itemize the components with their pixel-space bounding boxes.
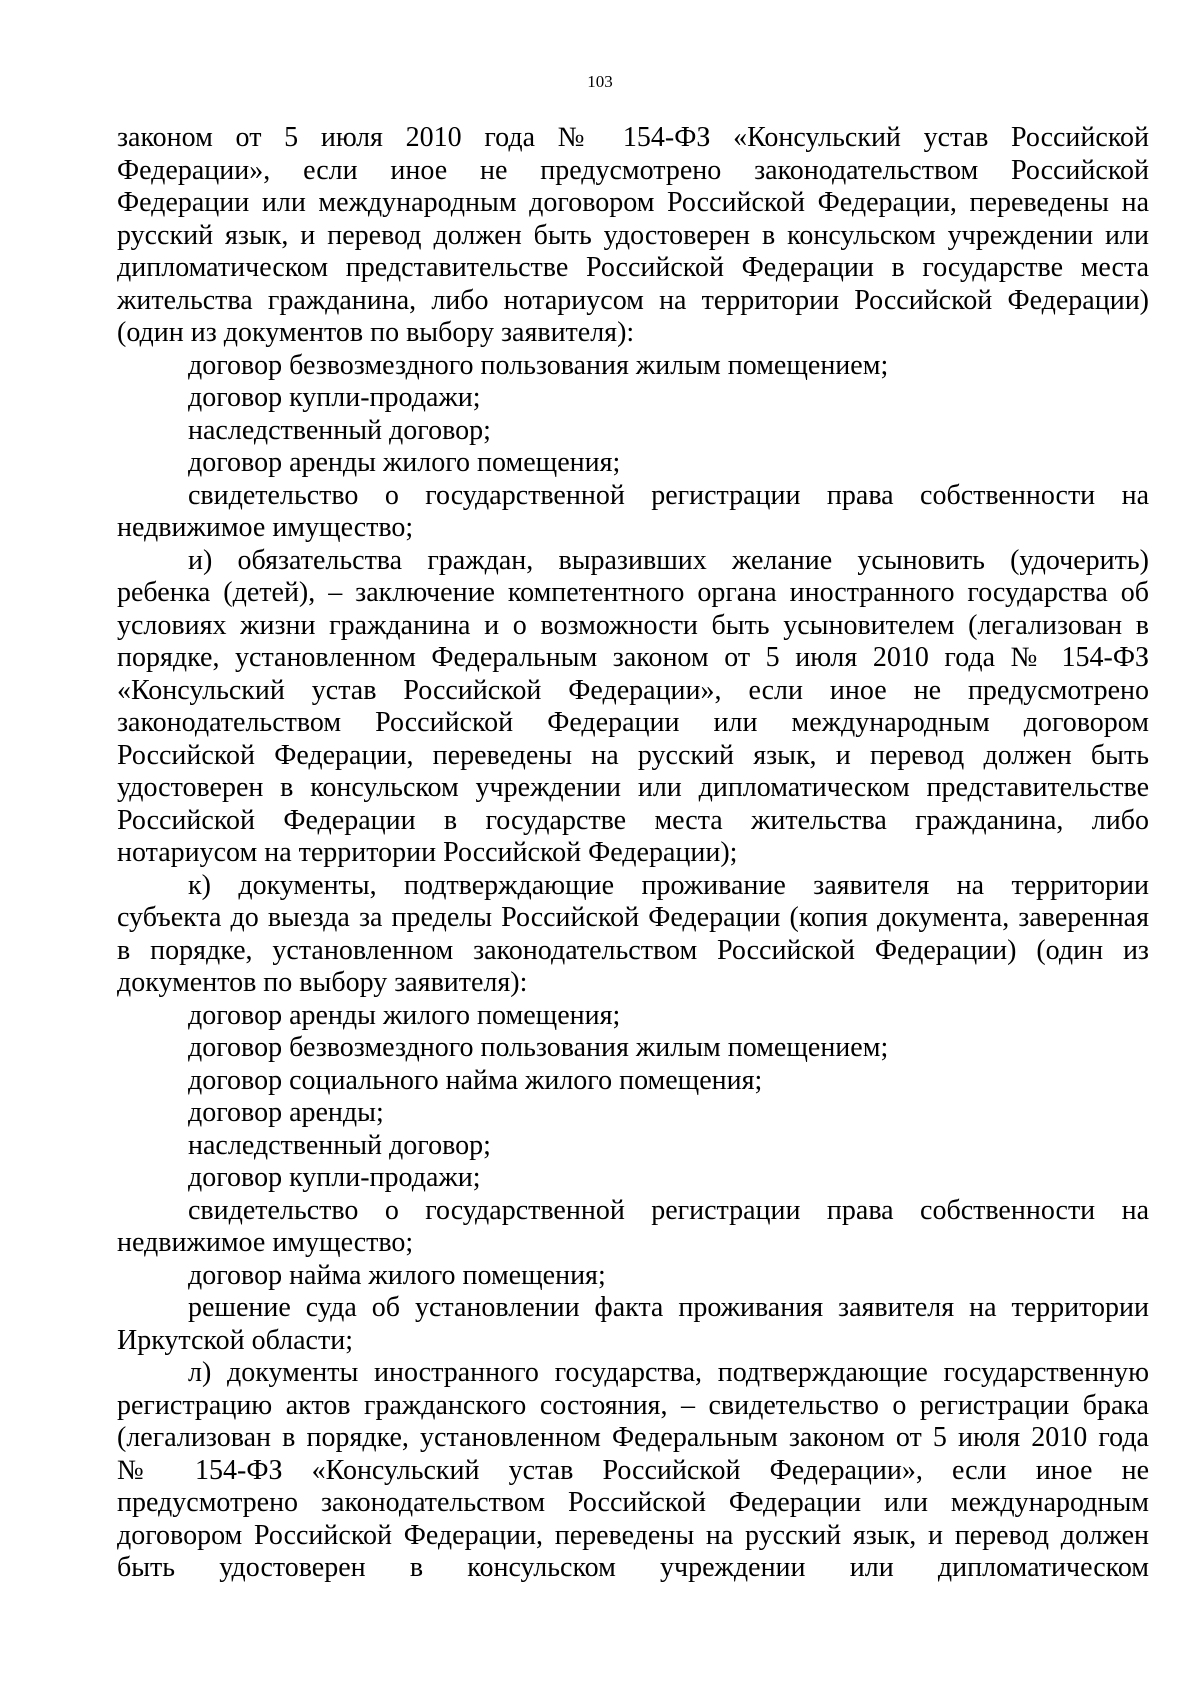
text-line: жительства гражданина, либо нотариусом на территории Российской Федерации)	[117, 284, 1149, 316]
text-line: к) документы, подтверждающие проживание заявителя на территории	[188, 869, 1149, 901]
text-line: (легализован в порядке, установленном Федеральным законом от 5 июля 2010 года	[117, 1422, 1149, 1453]
text-line: условиях жизни гражданина и о возможности быть усыновителем (легализован в	[117, 609, 1149, 641]
text-line: (один из документов по выбору заявителя):	[117, 317, 635, 348]
document-body	[117, 122, 1149, 1585]
text-line: субъекта до выезда за пределы Российской Федерации (копия документа, заверенная	[117, 902, 1149, 933]
text-line: предусмотрено законодательством Российской Федерации или международным	[117, 1487, 1149, 1518]
page-number: 103	[587, 72, 613, 91]
text-line: «Консульский устав Российской Федерации», если иное не предусмотрено	[117, 674, 1149, 706]
text-line: договор купли-продажи;	[188, 382, 481, 413]
text-line: л) документы иностранного государства, подтверждающие государственную	[188, 1357, 1149, 1388]
text-line: договором Российской Федерации, переведены на русский язык, и перевод должен	[117, 1519, 1149, 1551]
text-line: наследственный договор;	[188, 1129, 491, 1161]
text-line: нотариусом на территории Российской Федерации);	[117, 837, 738, 868]
text-line: свидетельство о государственной регистрации права собственности на	[188, 1194, 1149, 1226]
text-line: недвижимое имущество;	[117, 1227, 414, 1258]
text-line: договор социального найма жилого помещения;	[188, 1064, 763, 1096]
text-line: Федерации или международным договором Российской Федерации, переведены на	[117, 187, 1149, 218]
text-line: № 154-ФЗ «Консульский устав Российской Федерации», если иное не	[117, 1454, 1149, 1486]
text-line: Российской Федерации, переведены на русский язык, и перевод должен быть	[117, 739, 1149, 771]
text-line: Российской Федерации в государстве места жительства гражданина, либо	[117, 804, 1149, 836]
text-line: договор безвозмездного пользования жилым помещением;	[188, 1032, 889, 1063]
text-line: ребенка (детей), – заключение компетентного органа иностранного государства об	[117, 577, 1149, 608]
text-line: Иркутской области;	[117, 1324, 353, 1356]
text-line: законом от 5 июля 2010 года № 154-ФЗ «Консульский устав Российской	[117, 122, 1149, 153]
text-line: договор купли-продажи;	[188, 1162, 481, 1193]
text-line: русский язык, и перевод должен быть удостоверен в консульском учреждении или	[117, 219, 1149, 251]
text-line: в порядке, установленном законодательством Российской Федерации) (один из	[117, 934, 1149, 966]
text-line: свидетельство о государственной регистрации права собственности на	[188, 479, 1149, 511]
text-line: и) обязательства граждан, выразивших желание усыновить (удочерить)	[188, 544, 1149, 576]
text-line: договор аренды жилого помещения;	[188, 447, 621, 478]
text-line: недвижимое имущество;	[117, 512, 414, 543]
text-line: законодательством Российской Федерации или международным договором	[117, 707, 1149, 738]
text-line: договор аренды жилого помещения;	[188, 999, 621, 1031]
text-line: наследственный договор;	[188, 414, 491, 446]
text-line: документов по выбору заявителя):	[117, 967, 528, 998]
text-line: удостоверен в консульском учреждении или дипломатическом представительстве	[117, 772, 1149, 803]
text-line: договор безвозмездного пользования жилым помещением;	[188, 349, 889, 381]
text-line: Федерации», если иное не предусмотрено законодательством Российской	[117, 154, 1149, 186]
text-line: договор аренды;	[188, 1097, 384, 1128]
text-line: договор найма жилого помещения;	[188, 1259, 606, 1291]
text-line: решение суда об установлении факта проживания заявителя на территории	[188, 1292, 1149, 1323]
text-line: регистрацию актов гражданского состояния, – свидетельство о регистрации брака	[117, 1389, 1149, 1421]
text-line: порядке, установленном Федеральным законом от 5 июля 2010 года № 154-ФЗ	[117, 642, 1149, 673]
text-line: дипломатическом представительстве Российской Федерации в государстве места	[117, 252, 1149, 283]
text-line: быть удостоверен в консульском учреждении или дипломатическом	[117, 1552, 1149, 1583]
